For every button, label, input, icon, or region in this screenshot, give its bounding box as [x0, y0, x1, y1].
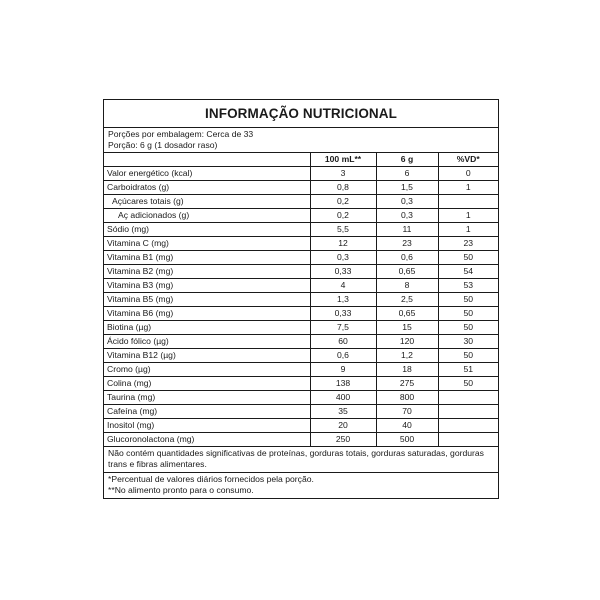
- nutrient-name: Vitamina B5 (mg): [104, 293, 310, 307]
- table-row: [104, 209, 498, 223]
- value-per-100ml: 0,2: [310, 195, 376, 209]
- value-per-serving: 6: [376, 167, 438, 181]
- nutrition-table: [104, 153, 498, 447]
- value-daily-percent: 53: [438, 279, 498, 293]
- table-row: [104, 251, 498, 265]
- value-per-serving: 8: [376, 279, 438, 293]
- nutrient-rows: [104, 167, 498, 447]
- value-daily-percent: 30: [438, 335, 498, 349]
- nutrient-name: Açúcares totais (g): [104, 195, 310, 209]
- value-per-serving: 40: [376, 419, 438, 433]
- nutrient-name: Vitamina B3 (mg): [104, 279, 310, 293]
- header-per-100ml: 100 mL**: [310, 153, 376, 167]
- value-daily-percent: [438, 433, 498, 447]
- nutrient-name: Vitamina B2 (mg): [104, 265, 310, 279]
- table-row: [104, 433, 498, 447]
- nutrient-name: Ácido fólico (µg): [104, 335, 310, 349]
- value-per-serving: 23: [376, 237, 438, 251]
- value-per-serving: 0,6: [376, 251, 438, 265]
- value-per-100ml: 12: [310, 237, 376, 251]
- table-row: [104, 293, 498, 307]
- footnote-ready-to-consume: **No alimento pronto para o consumo.: [108, 484, 254, 495]
- nutrient-name: Valor energético (kcal): [104, 167, 310, 181]
- table-row: [104, 335, 498, 349]
- nutrition-facts-label: [103, 99, 499, 499]
- value-per-serving: 0,65: [376, 265, 438, 279]
- nutrient-name: Biotina (µg): [104, 321, 310, 335]
- table-row: [104, 363, 498, 377]
- nutrient-name: Sódio (mg): [104, 223, 310, 237]
- serving-size: Porção: 6 g (1 dosador raso): [108, 139, 218, 150]
- table-row: [104, 377, 498, 391]
- value-daily-percent: 1: [438, 181, 498, 195]
- nutrient-name: Carboidratos (g): [104, 181, 310, 195]
- value-per-100ml: 0,8: [310, 181, 376, 195]
- table-row: [104, 237, 498, 251]
- value-per-serving: 0,3: [376, 209, 438, 223]
- table-header-row: [104, 153, 498, 167]
- table-row: [104, 405, 498, 419]
- value-daily-percent: 54: [438, 265, 498, 279]
- table-row: [104, 391, 498, 405]
- value-per-100ml: 250: [310, 433, 376, 447]
- servings-per-package: Porções por embalagem: Cerca de 33: [108, 129, 254, 139]
- value-daily-percent: 50: [438, 321, 498, 335]
- table-row: [104, 195, 498, 209]
- value-daily-percent: 1: [438, 223, 498, 237]
- value-daily-percent: 50: [438, 307, 498, 321]
- value-per-serving: 800: [376, 391, 438, 405]
- value-per-serving: 70: [376, 405, 438, 419]
- value-daily-percent: 51: [438, 363, 498, 377]
- value-per-100ml: 5,5: [310, 223, 376, 237]
- nutrient-name: Glucoronolactona (mg): [104, 433, 310, 447]
- table-row: [104, 167, 498, 181]
- value-daily-percent: 50: [438, 377, 498, 391]
- value-daily-percent: 23: [438, 237, 498, 251]
- value-per-serving: 1,5: [376, 181, 438, 195]
- value-per-100ml: 1,3: [310, 293, 376, 307]
- table-row: [104, 349, 498, 363]
- value-daily-percent: [438, 195, 498, 209]
- value-daily-percent: 50: [438, 349, 498, 363]
- table-row: [104, 181, 498, 195]
- nutrient-name: Vitamina B6 (mg): [104, 307, 310, 321]
- value-per-serving: 0,65: [376, 307, 438, 321]
- header-per-serving: 6 g: [376, 153, 438, 167]
- value-per-100ml: 138: [310, 377, 376, 391]
- value-daily-percent: 0: [438, 167, 498, 181]
- value-per-serving: 11: [376, 223, 438, 237]
- value-per-100ml: 20: [310, 419, 376, 433]
- nutrient-name: Cafeína (mg): [104, 405, 310, 419]
- table-row: [104, 419, 498, 433]
- nutrient-name: Aç adicionados (g): [104, 209, 310, 223]
- nutrition-title: INFORMAÇÃO NUTRICIONAL: [104, 100, 498, 128]
- value-per-100ml: 9: [310, 363, 376, 377]
- nutrient-name: Colina (mg): [104, 377, 310, 391]
- value-per-100ml: 4: [310, 279, 376, 293]
- value-per-serving: 0,3: [376, 195, 438, 209]
- value-per-100ml: 400: [310, 391, 376, 405]
- value-daily-percent: [438, 405, 498, 419]
- not-significant-note: Não contém quantidades significativas de proteínas, gorduras totais, gorduras saturadas, gorduras trans e fibras alimentares.: [104, 447, 498, 473]
- table-row: [104, 307, 498, 321]
- value-per-serving: 2,5: [376, 293, 438, 307]
- value-daily-percent: 50: [438, 251, 498, 265]
- value-per-serving: 18: [376, 363, 438, 377]
- nutrient-name: Inositol (mg): [104, 419, 310, 433]
- value-daily-percent: 1: [438, 209, 498, 223]
- value-per-100ml: 3: [310, 167, 376, 181]
- nutrient-name: Vitamina B1 (mg): [104, 251, 310, 265]
- footnote-daily-value: *Percentual de valores diários fornecidos pela porção.: [108, 474, 314, 484]
- value-daily-percent: 50: [438, 293, 498, 307]
- value-per-serving: 1,2: [376, 349, 438, 363]
- value-per-100ml: 0,2: [310, 209, 376, 223]
- value-per-serving: 15: [376, 321, 438, 335]
- value-per-serving: 120: [376, 335, 438, 349]
- footnotes: [104, 473, 498, 498]
- nutrient-name: Taurina (mg): [104, 391, 310, 405]
- table-row: [104, 265, 498, 279]
- header-daily-value: %VD*: [438, 153, 498, 167]
- value-per-serving: 500: [376, 433, 438, 447]
- serving-info: [104, 128, 498, 153]
- header-nutrient: [104, 153, 310, 167]
- value-per-100ml: 0,33: [310, 307, 376, 321]
- value-daily-percent: [438, 391, 498, 405]
- value-per-100ml: 35: [310, 405, 376, 419]
- value-per-100ml: 0,33: [310, 265, 376, 279]
- value-per-serving: 275: [376, 377, 438, 391]
- nutrient-name: Cromo (µg): [104, 363, 310, 377]
- table-row: [104, 223, 498, 237]
- table-row: [104, 321, 498, 335]
- value-per-100ml: 60: [310, 335, 376, 349]
- nutrient-name: Vitamina B12 (µg): [104, 349, 310, 363]
- value-per-100ml: 0,6: [310, 349, 376, 363]
- table-row: [104, 279, 498, 293]
- nutrient-name: Vitamina C (mg): [104, 237, 310, 251]
- value-daily-percent: [438, 419, 498, 433]
- value-per-100ml: 0,3: [310, 251, 376, 265]
- value-per-100ml: 7,5: [310, 321, 376, 335]
